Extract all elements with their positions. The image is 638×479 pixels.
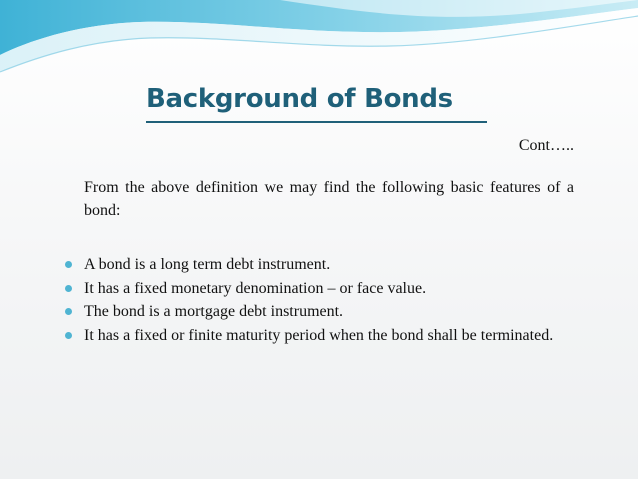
slide-title: Background of Bonds bbox=[146, 84, 453, 114]
bullet-text: A bond is a long term debt instrument. bbox=[84, 256, 331, 273]
bullet-dot-icon bbox=[65, 261, 72, 268]
bullet-item bbox=[64, 300, 574, 324]
header-wave-decoration bbox=[0, 0, 638, 90]
bullet-text: It has a fixed monetary denomination – or face value. bbox=[84, 279, 427, 297]
bullet-text: The bond is a mortgage debt instrument. bbox=[84, 303, 344, 320]
title-underline bbox=[146, 121, 487, 123]
continuation-label: Cont….. bbox=[518, 137, 574, 154]
bullet-item bbox=[64, 324, 574, 348]
bullet-text: It has a fixed or finite maturity period when the bond shall be terminated. bbox=[84, 326, 554, 344]
intro-paragraph: From the above definition we may find the following basic features of a bond: bbox=[84, 179, 574, 219]
bullet-dot-icon bbox=[65, 332, 72, 339]
bullet-dot-icon bbox=[65, 308, 72, 315]
bullet-item bbox=[64, 277, 574, 301]
bullet-dot-icon bbox=[65, 285, 72, 292]
bullet-list bbox=[64, 253, 574, 347]
bullet-item bbox=[64, 253, 574, 277]
